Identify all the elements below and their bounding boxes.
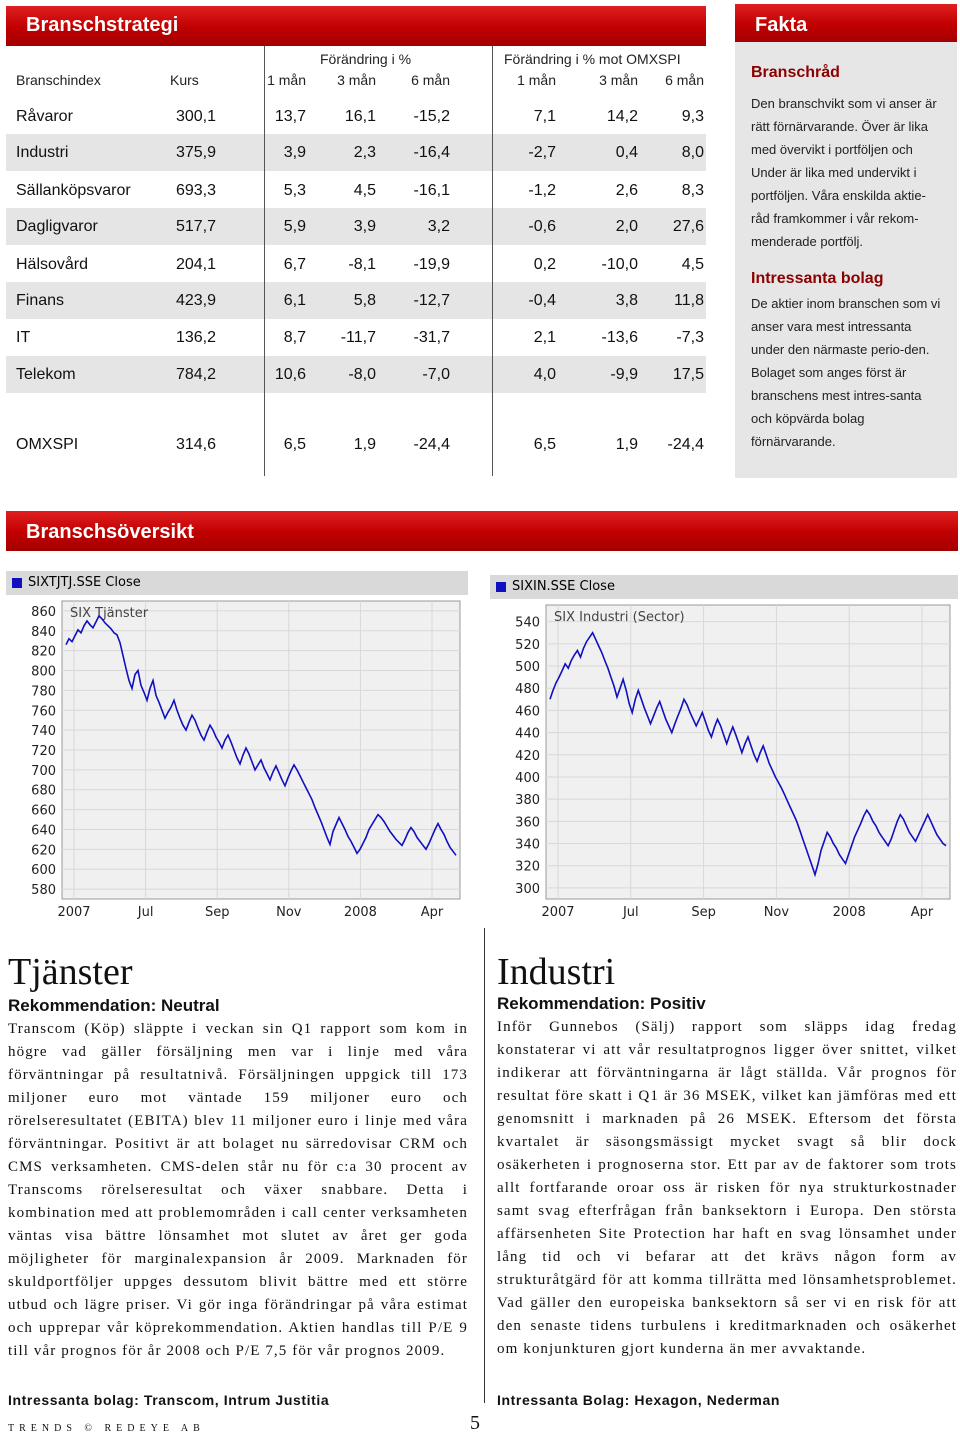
row-value: 6,5: [283, 436, 306, 453]
tjanster-title: Tjänster: [8, 951, 133, 993]
header-branschindex: Branschindex: [16, 72, 101, 88]
row-name: Sällanköpsvaror: [16, 182, 131, 199]
row-value: 9,3: [681, 108, 704, 125]
row-value: 0,2: [533, 256, 556, 273]
y-tick-label: 660: [31, 803, 56, 819]
row-value: -24,4: [667, 436, 704, 453]
row-value: 10,6: [274, 366, 306, 383]
tjanster-recommendation: Rekommendation: Neutral: [8, 996, 220, 1015]
row-value: 6,5: [533, 436, 556, 453]
row-value: -13,6: [601, 329, 638, 346]
y-tick-label: 860: [31, 604, 56, 620]
y-tick-label: 520: [515, 637, 540, 653]
y-tick-label: 580: [31, 883, 56, 899]
row-kurs: 314,6: [175, 436, 216, 453]
y-tick-label: 640: [31, 823, 56, 839]
x-tick-label: Jul: [137, 905, 154, 920]
row-value: -19,9: [413, 256, 450, 273]
row-value: 3,9: [283, 144, 306, 161]
chart-plot: [6, 595, 468, 923]
chart-six-tjanster: [6, 571, 468, 923]
row-name: OMXSPI: [16, 436, 79, 453]
row-value: 2,1: [533, 329, 556, 346]
chart-title: SIX Tjänster: [70, 606, 149, 621]
y-tick-label: 740: [31, 724, 56, 740]
y-tick-label: 780: [31, 684, 56, 700]
y-tick-label: 320: [515, 859, 540, 875]
y-tick-label: 500: [515, 660, 540, 676]
row-kurs: 693,3: [175, 182, 216, 199]
y-tick-label: 440: [515, 726, 540, 742]
row-value: -2,7: [528, 144, 556, 161]
x-tick-label: Jul: [622, 905, 639, 920]
row-value: -16,4: [413, 144, 450, 161]
legend-swatch: [12, 578, 22, 588]
row-kurs: 136,2: [175, 329, 216, 346]
strategy-title: Branschstrategi: [6, 6, 706, 46]
header-group-vs-omxspi: Förändring i % mot OMXSPI: [504, 51, 681, 67]
y-tick-label: 620: [31, 843, 56, 859]
y-tick-label: 760: [31, 704, 56, 720]
row-value: 1,9: [353, 436, 376, 453]
x-tick-label: 2008: [343, 905, 377, 920]
y-tick-label: 380: [515, 793, 540, 809]
y-tick-label: 720: [31, 744, 56, 759]
chart-legend-label: SIXTJTJ.SSE Close: [28, 575, 141, 590]
header-col: 6 mån: [411, 72, 450, 88]
fakta-branschrad-heading: Branschråd: [751, 64, 840, 81]
row-value: 3,2: [427, 218, 450, 235]
industri-body: Inför Gunnebos (Sälj) rapport som släpps idag fredag konstaterar vi att vår resultatprognos ligger över snittet, vilket indikerar att förväntningarna är lågt ställda. Vår prognos för resultat före skatt i Q1 är 36 MSEK, vilket kan jämföras med ett genomsnitt i marknaden på 26 MSEK. Eftersom det första kvartalet är säsongsmässigt mycket svagt så blir dock osäkerheten i prognoserna stor. Ett par av de faktorer som trots allt fortfarande oroar oss är risken för nya strukturkostnader samt svag efterfrågan från banksektorn i Europa. Den största affärsenheten Site Protection har haft en svag lönsamhet under lång tid och vi befarar att det krävs någon form av strukturåtgärd för att komma tillrätta med lönsamhetsproblemet. Vad gäller den europeiska banksektorn så ser vi en risk för att den senaste tidens turbulens i kreditmarknaden och osäkerhet om konjunkturen gjort kunderna än mer avvaktande.: [497, 1019, 957, 1357]
row-value: 11,8: [674, 292, 704, 309]
row-value: 17,5: [672, 366, 704, 383]
column-divider: [484, 928, 485, 1403]
row-value: -7,3: [676, 329, 704, 346]
y-tick-label: 400: [515, 770, 540, 786]
row-value: 2,0: [615, 218, 638, 235]
fakta-title: Fakta: [735, 4, 957, 42]
row-value: -9,9: [610, 366, 638, 383]
plot-area: [546, 605, 950, 899]
header-kurs: Kurs: [170, 72, 199, 88]
fakta-intressanta-heading: Intressanta bolag: [751, 270, 884, 287]
y-tick-label: 340: [515, 837, 540, 853]
row-value: 8,0: [681, 144, 704, 161]
row-value: 6,1: [283, 292, 306, 309]
y-tick-label: 540: [515, 615, 540, 631]
chart-plot: [490, 599, 958, 923]
y-tick-label: 840: [31, 624, 56, 640]
row-value: -8,0: [348, 366, 376, 383]
header-col: 3 mån: [599, 72, 638, 88]
row-value: -8,1: [348, 256, 376, 273]
y-tick-label: 420: [515, 748, 540, 764]
fakta-branschrad-text: Den branschvikt som vi anser är rätt förnärvarande. Över är lika med övervikt i portföljen och Under är lika med undervikt i portföljen. Våra enskilda aktie-råd framkommer i vår rekom-menderade portfölj.: [751, 96, 937, 249]
header-col: 1 mån: [517, 72, 556, 88]
x-tick-label: Sep: [691, 905, 716, 920]
row-value: 14,2: [606, 108, 638, 125]
row-value: 16,1: [344, 108, 376, 125]
x-tick-label: 2007: [541, 905, 575, 920]
row-name: Råvaror: [16, 108, 73, 125]
row-value: -10,0: [601, 256, 638, 273]
row-value: 8,3: [681, 182, 704, 199]
row-value: 7,1: [533, 108, 556, 125]
chart-legend-label: SIXIN.SSE Close: [512, 579, 615, 594]
row-kurs: 517,7: [175, 218, 216, 235]
y-tick-label: 480: [515, 682, 540, 698]
y-tick-label: 360: [515, 815, 540, 831]
row-value: 8,7: [283, 329, 306, 346]
x-tick-label: Nov: [763, 905, 790, 920]
row-value: -11,7: [340, 329, 376, 346]
row-value: 2,6: [615, 182, 638, 199]
header-col: 6 mån: [665, 72, 704, 88]
row-kurs: 300,1: [175, 108, 216, 125]
row-value: 27,6: [672, 218, 704, 235]
tjanster-body: Transcom (Köp) släppte i veckan sin Q1 rapport som kom in högre vad gäller försäljning men var i linje med våra förväntningar på resultatnivå. Försäljningen uppgick till 173 miljoner euro mot väntade 159 miljoner euro och rörelseresultatet (EBITA) blev 11 miljoner euro i linje med våra förväntningar. Positivt är att bolaget nu särredovisar CRM och CMS verksamheten. CMS-delen står nu för c:a 30 procent av Transcoms rörelseresultat och växer snabbare. Detta i kombination med att problemområden i call center verksamheten väntas visa bättre lönsamhet mot slutet av året ger goda möjligheter för marginalexpansion år 2009. Marknaden för skuldportföljer uppges dessutom blivit bättre med ett större utbud och lägre priser. Vi gör inga förändringar på våra estimat och upprepar vår köprekommendation. Aktien handlas till P/E 9 till vår prognos för år 2008 och P/E 7,5 för vår prognos 2009.: [8, 1021, 468, 1359]
row-value: 4,0: [533, 366, 556, 383]
row-value: 0,4: [615, 144, 638, 161]
row-value: -24,4: [413, 436, 450, 453]
row-value: 3,8: [615, 292, 638, 309]
row-name: Dagligvaror: [16, 218, 98, 235]
y-tick-label: 460: [515, 704, 540, 720]
x-tick-label: Nov: [276, 905, 302, 920]
header-group-change: Förändring i %: [320, 51, 412, 67]
x-tick-label: 2008: [832, 905, 866, 920]
page-number: 5: [470, 1412, 480, 1434]
y-tick-label: 300: [515, 881, 540, 897]
row-value: -12,7: [413, 292, 450, 309]
row-value: 5,8: [353, 292, 376, 309]
row-value: -1,2: [528, 182, 556, 199]
footer-brand: TRENDS © REDEYE AB: [8, 1423, 205, 1434]
row-name: IT: [16, 329, 31, 346]
y-tick-label: 820: [31, 644, 56, 660]
legend-swatch: [496, 582, 506, 592]
row-name: Finans: [16, 292, 65, 309]
row-value: 5,3: [283, 182, 306, 199]
fakta-intressanta-text: De aktier inom branschen som vi anser vara mest intressanta under den närmaste perio-den. Bolaget som anges först är branschens mest intres-santa och köpvärda bolag förnärvarande.: [751, 296, 941, 449]
row-value: -31,7: [413, 329, 450, 346]
row-value: 1,9: [615, 436, 638, 453]
row-name: Telekom: [16, 366, 76, 383]
y-tick-label: 600: [31, 863, 56, 879]
industri-interesting: Intressanta Bolag: Hexagon, Nederman: [497, 1392, 780, 1408]
row-value: 2,3: [353, 144, 376, 161]
chart-title: SIX Industri (Sector): [554, 610, 685, 625]
chart-legend-bar: [490, 575, 958, 600]
x-tick-label: Sep: [204, 905, 230, 920]
row-name: Industri: [16, 144, 69, 161]
row-value: 6,7: [283, 256, 306, 273]
strategy-table: [6, 46, 706, 476]
x-tick-label: Apr: [910, 905, 934, 920]
row-value: 4,5: [353, 182, 376, 199]
tjanster-interesting: Intressanta bolag: Transcom, Intrum Justitia: [8, 1392, 330, 1408]
chart-six-industri: [490, 575, 958, 923]
row-name: Hälsovård: [16, 256, 89, 273]
chart-legend-bar: [6, 571, 468, 596]
industri-recommendation: Rekommendation: Positiv: [497, 994, 706, 1013]
overview-title: Branschsöversikt: [6, 511, 958, 551]
row-kurs: 204,1: [175, 256, 216, 273]
header-col: 1 mån: [267, 72, 306, 88]
y-tick-label: 680: [31, 783, 56, 799]
y-tick-label: 800: [31, 664, 56, 680]
row-value: 13,7: [274, 108, 306, 125]
row-value: -16,1: [413, 182, 450, 199]
row-value: -15,2: [413, 108, 450, 125]
row-value: 3,9: [353, 218, 376, 235]
row-value: -0,6: [528, 218, 556, 235]
x-tick-label: 2007: [57, 905, 91, 920]
y-tick-label: 700: [31, 763, 56, 779]
x-tick-label: Apr: [420, 905, 444, 920]
row-value: -0,4: [528, 292, 556, 309]
row-value: 4,5: [681, 256, 704, 273]
row-kurs: 784,2: [175, 366, 216, 383]
header-col: 3 mån: [337, 72, 376, 88]
industri-title: Industri: [497, 951, 616, 993]
row-value: -7,0: [422, 366, 450, 383]
row-kurs: 375,9: [175, 144, 216, 161]
row-value: 5,9: [283, 218, 306, 235]
row-kurs: 423,9: [175, 292, 216, 309]
